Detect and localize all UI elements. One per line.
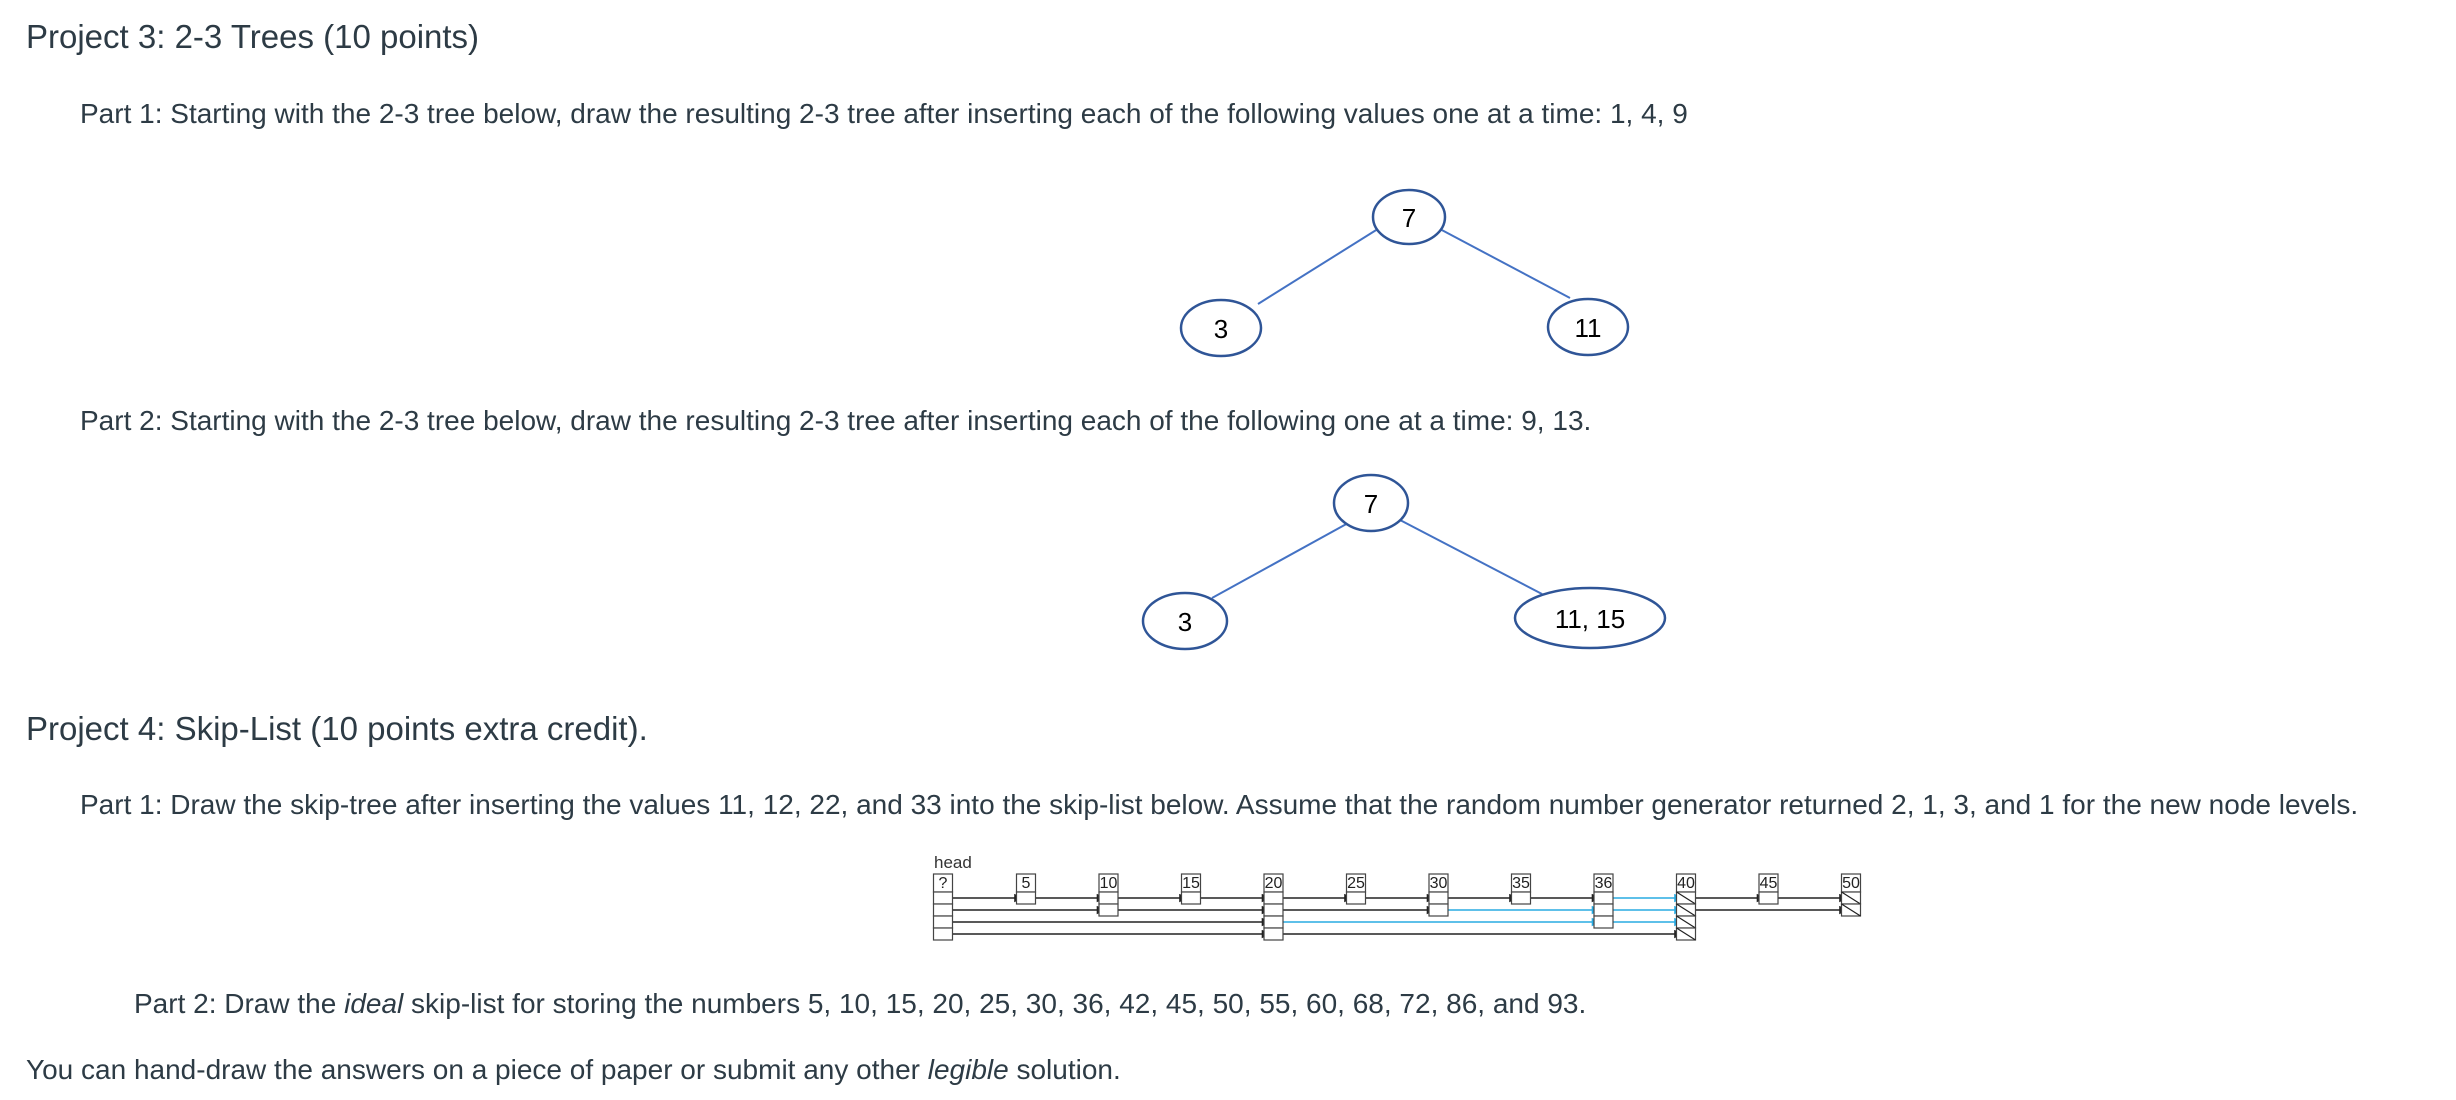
tree1-node-left-label: 3 — [1213, 314, 1229, 344]
footer-text — [26, 1054, 1121, 1086]
project4-part2-text — [134, 988, 1586, 1020]
skiplist-node-45-level-cell — [1759, 892, 1778, 904]
skiplist-node-20-level-cell — [1264, 928, 1283, 940]
skiplist-head-node-key: ? — [938, 875, 948, 892]
skiplist-node-30-level-cell — [1429, 892, 1448, 904]
skiplist-node-36-level-cell — [1594, 892, 1613, 904]
skiplist-node-50-key: 50 — [1842, 875, 1860, 892]
skiplist-head-node-level-cell — [934, 892, 953, 904]
project4-part2-italic: ideal — [344, 988, 404, 1019]
project4-part2-suffix: skip-list for storing the numbers 5, 10, 15, 20, 25, 30, 36, 42, 45, 50, 55, 60, 68, 72, 86, and 93. — [403, 988, 1587, 1019]
skiplist-node-30-key: 30 — [1429, 875, 1448, 892]
tree2-node-left-label: 3 — [1177, 607, 1193, 637]
skiplist-node-20-level-cell — [1264, 904, 1283, 916]
skiplist-head-node-level-cell — [934, 916, 953, 928]
skiplist-node-45-key: 45 — [1759, 875, 1778, 892]
tree1-node-root-label: 7 — [1401, 203, 1417, 233]
footer-prefix: You can hand-draw the answers on a piece of paper or submit any other — [26, 1054, 928, 1085]
skiplist-node-25-level-cell — [1347, 892, 1366, 904]
footer-italic: legible — [927, 1054, 1009, 1085]
skiplist-node-36-key: 36 — [1594, 875, 1613, 892]
project4-part1-text: Part 1: Draw the skip-tree after inserting the values 11, 12, 22, and 33 into the skip-list below. Assume that the random number generator returned 2, 1, 3, and 1 for the new node levels. — [80, 789, 2359, 820]
project4-part2-prefix: Part 2: Draw the — [134, 988, 345, 1019]
skiplist-head-node-level-cell — [934, 928, 953, 940]
tree1-node-right-label: 11 — [1574, 313, 1602, 343]
skiplist-node-10-level-cell — [1099, 904, 1118, 916]
project3-part2-text: Part 2: Starting with the 2-3 tree below, draw the resulting 2-3 tree after inserting each of the following one at a time: 9, 13. — [80, 405, 1592, 436]
footer-suffix: solution. — [1008, 1054, 1121, 1085]
project4-title: Project 4: Skip-List (10 points extra credit). — [26, 710, 648, 747]
skiplist-node-35-level-cell — [1512, 892, 1531, 904]
skiplist-head-node-level-cell — [934, 904, 953, 916]
skiplist-node-35-key: 35 — [1512, 875, 1530, 892]
skiplist-node-36-level-cell — [1594, 904, 1613, 916]
project3-part1-text: Part 1: Starting with the 2-3 tree below, draw the resulting 2-3 tree after inserting each of the following values one at a time: 1, 4, 9 — [80, 98, 1688, 129]
tree2-node-root-label: 7 — [1363, 489, 1379, 519]
skiplist-node-25-key: 25 — [1347, 875, 1365, 892]
skiplist-node-5-level-cell — [1017, 892, 1036, 904]
skiplist-node-36-level-cell — [1594, 916, 1613, 928]
skiplist-node-15-level-cell — [1182, 892, 1201, 904]
skiplist-node-30-level-cell — [1429, 904, 1448, 916]
tree2-node-right-label: 11, 15 — [1554, 604, 1626, 634]
skiplist-node-15-key: 15 — [1182, 875, 1200, 892]
skiplist-node-40-key: 40 — [1677, 875, 1695, 892]
skiplist-node-10-level-cell — [1099, 892, 1118, 904]
skiplist-node-20-key: 20 — [1264, 875, 1283, 892]
skiplist-node-10-key: 10 — [1099, 875, 1118, 892]
skiplist-head-label: head — [934, 853, 972, 872]
skiplist-node-5-key: 5 — [1021, 875, 1031, 892]
skiplist-node-20-level-cell — [1264, 916, 1283, 928]
skiplist-node-20-level-cell — [1264, 892, 1283, 904]
project3-title: Project 3: 2-3 Trees (10 points) — [26, 18, 480, 55]
